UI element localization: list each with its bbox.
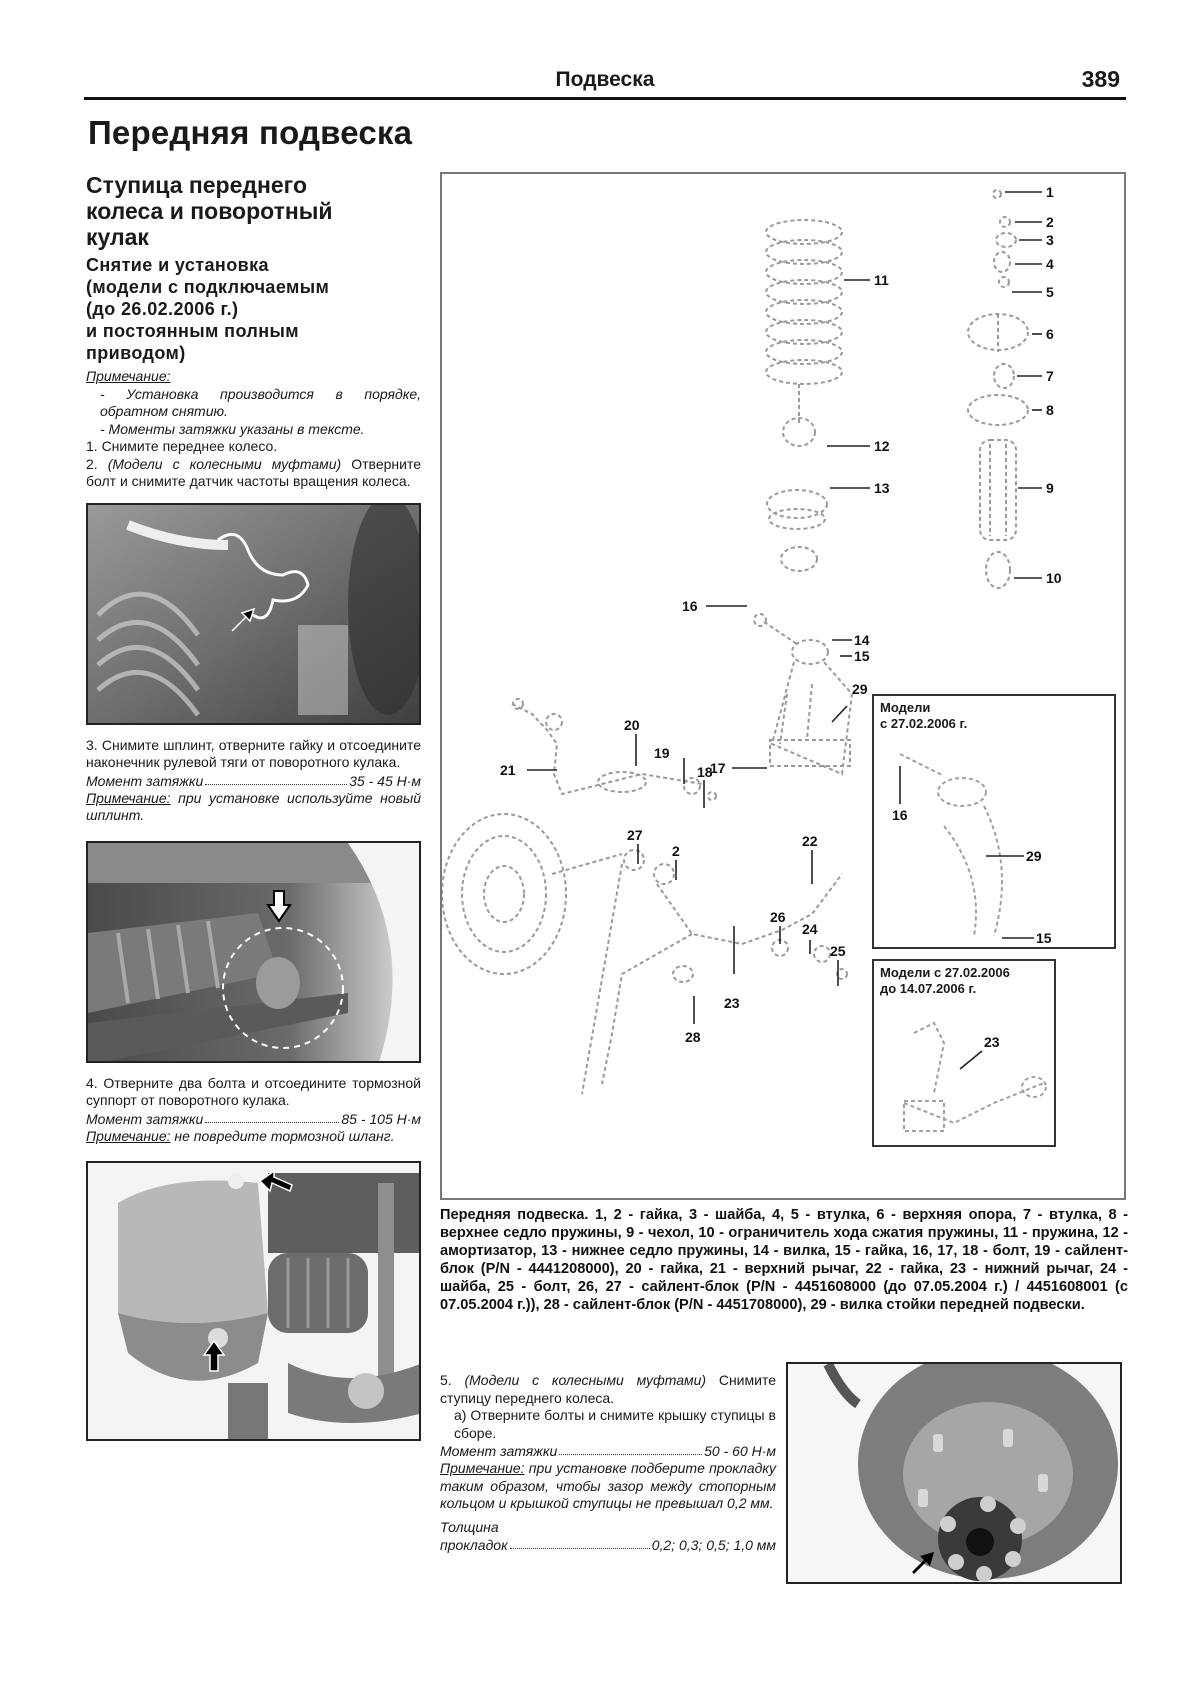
note-text: при установке используйте новый шплинт. [86,789,422,823]
callout-label: 27 [627,827,643,843]
torque-value: 50 - 60 Н·м [704,1443,776,1459]
step-number: 2. [86,455,98,472]
step-condition: (Модели с колесными муфтами) [464,1372,707,1388]
callout-label: 18 [697,764,713,780]
callout-label: 21 [500,762,516,778]
note [86,1128,421,1146]
front-hub-photo [786,1362,1122,1584]
page-number: 389 [1081,66,1120,92]
inset-title [874,961,1054,1001]
running-title: Подвеска [555,68,655,91]
torque-label: Момент затяжки [440,1443,558,1459]
callout-label: 16 [892,807,908,823]
brake-caliper-photo [86,1161,421,1441]
note-label: Примечание: [440,1460,525,1476]
callout-label: 8 [1046,402,1054,418]
callout-label: 25 [830,943,846,959]
tie-rod-end-photo [86,841,421,1063]
callout-label: 28 [685,1029,701,1045]
note [440,1460,776,1513]
inset-models-2006-range [872,959,1056,1147]
leader-dots [510,1536,650,1549]
leader-dots [205,1110,339,1123]
arrow-icon [228,605,258,635]
inset-title-line: Модели [880,700,931,715]
procedure-title-line: и постоянным полным [86,321,299,341]
callout-label: 6 [1046,326,1054,342]
leader-dots [559,1442,702,1455]
procedure-title-line: (модели с подключаемым [86,277,330,297]
torque-label: Момент затяжки [86,772,204,789]
subsection-title: Ступица переднего колеса и поворотный кулак [86,172,333,250]
callout-label: 19 [654,745,670,761]
procedure-title-line: Снятие и установка [86,255,269,275]
thickness-label: прокладок [440,1537,508,1553]
step-4: 4. Отверните два болта и отсоедините тормозной суппорт от поворотного кулака. [86,1074,421,1108]
inset-drawing [874,1003,1054,1143]
thickness-spec [440,1536,776,1554]
inset-title-line: Модели с 27.02.2006 [880,965,1010,980]
step-2 [86,456,421,491]
callout-label: 29 [852,681,868,697]
torque-spec [86,1110,421,1128]
arrow-icon [266,889,292,923]
inset-title [874,696,1114,736]
torque-value: 35 - 45 Н·м [349,772,421,789]
callout-label: 14 [854,632,870,648]
procedure-title-line: (до 26.02.2006 г.) [86,299,239,319]
arrow-icon [908,1548,938,1576]
note-item: - Установка производится в порядке, обратном снятию. [100,385,421,419]
inset-title-line: с 27.02.2006 г. [880,716,968,731]
procedure-title [86,254,421,364]
callout-label: 13 [874,480,890,496]
torque-spec [86,772,421,790]
step-3: 3. Снимите шплинт, отверните гайку и отсоедините наконечник рулевой тяги от поворотного кулака. [86,736,421,770]
torque-label: Момент затяжки [86,1110,204,1127]
step-1: 1. Снимите переднее колесо. [86,438,278,454]
note-item: - Моменты затяжки указаны в тексте. [100,420,365,437]
inset-models-from-2006 [872,694,1116,949]
callout-label: 4 [1046,256,1054,272]
callout-label: 1 [1046,184,1054,200]
note-text: не повредите тормозной шланг. [174,1127,395,1144]
callout-label: 10 [1046,570,1062,586]
note-text: при установке подберите прокладку таким образом, чтобы зазор между стопорным кольцом и крышкой ступицы не превышал 0,2 мм. [440,1460,777,1511]
procedure-title-line: приводом) [86,343,186,363]
step-5a: а) Отверните болты и снимите крышку ступицы в сборе. [454,1407,776,1441]
thickness-label: Толщина [440,1518,499,1535]
step-number: 5. [440,1372,452,1388]
torque-spec [440,1442,776,1460]
callout-label: 29 [1026,848,1042,864]
left-column [86,172,421,1441]
callout-label: 9 [1046,480,1054,496]
callout-label: 15 [1036,930,1052,946]
callout-label: 22 [802,833,818,849]
callout-label: 15 [854,648,870,664]
running-header [84,62,1126,100]
leader-dots [205,772,347,785]
callout-label: 17 [710,760,726,776]
note-label: Примечание: [86,789,171,806]
step-5 [440,1372,776,1554]
callout-label: 26 [770,909,786,925]
callout-label: 23 [724,995,740,1011]
step-condition: (Модели с колесными муфтами) [107,455,342,472]
wheel-speed-sensor-photo [86,503,421,725]
callout-label: 12 [874,438,890,454]
inset-drawing [874,736,1114,946]
callout-label: 11 [874,272,889,288]
arrow-icon [258,1169,294,1197]
section-title: Передняя подвеска [88,114,413,151]
front-suspension-exploded-diagram [440,172,1126,1200]
callout-label: 16 [682,598,698,614]
note-label: Примечание: [86,1127,171,1144]
callout-label: 2 [672,843,680,859]
arrow-icon [202,1339,226,1373]
inset-title-line: до 14.07.2006 г. [880,981,977,996]
callout-label: 7 [1046,368,1054,384]
callout-label: 5 [1046,284,1054,300]
figure-caption: Передняя подвеска. 1, 2 - гайка, 3 - шайба, 4, 5 - втулка, 6 - верхняя опора, 7 - втулка, 8 - верхнее седло пружины, 9 - чехол, 10 - ограничитель хода сжатия пружины, 11 - пружина, 12 - амортизатор, 13 - нижнее седло пружины, 14 - вилка, 15 - гайка, 16, 17, 18 - болт, 19 - сайлент-блок (P/N - 4441208000), 20 - гайка, 21 - верхний рычаг, 22 - гайка, 23 - нижний рычаг, 24 - шайба, 25 - болт, 26, 27 - сайлент-блок (P/N - 4451608000 (до 07.05.2004 г.) / 4451608001 (с 07.05.2004 г.)), 28 - сайлент-блок (P/N - 4451708000), 29 - вилка стойки передней подвески. [440,1207,1128,1313]
callout-label: 24 [802,921,818,937]
callout-label: 20 [624,717,640,733]
thickness-value: 0,2; 0,3; 0,5; 1,0 мм [651,1537,776,1553]
torque-value: 85 - 105 Н·м [341,1110,421,1127]
callout-label: 23 [984,1034,1000,1050]
callout-label: 2 [1046,214,1054,230]
note-label: Примечание: [86,368,171,384]
step-5-heading [440,1372,776,1407]
step-text: Отверните болт и снимите датчик частоты вращения колеса. [86,455,421,489]
callout-label: 3 [1046,232,1054,248]
step-text: Снимите ступицу переднего колеса. [440,1372,776,1406]
note [86,790,421,825]
